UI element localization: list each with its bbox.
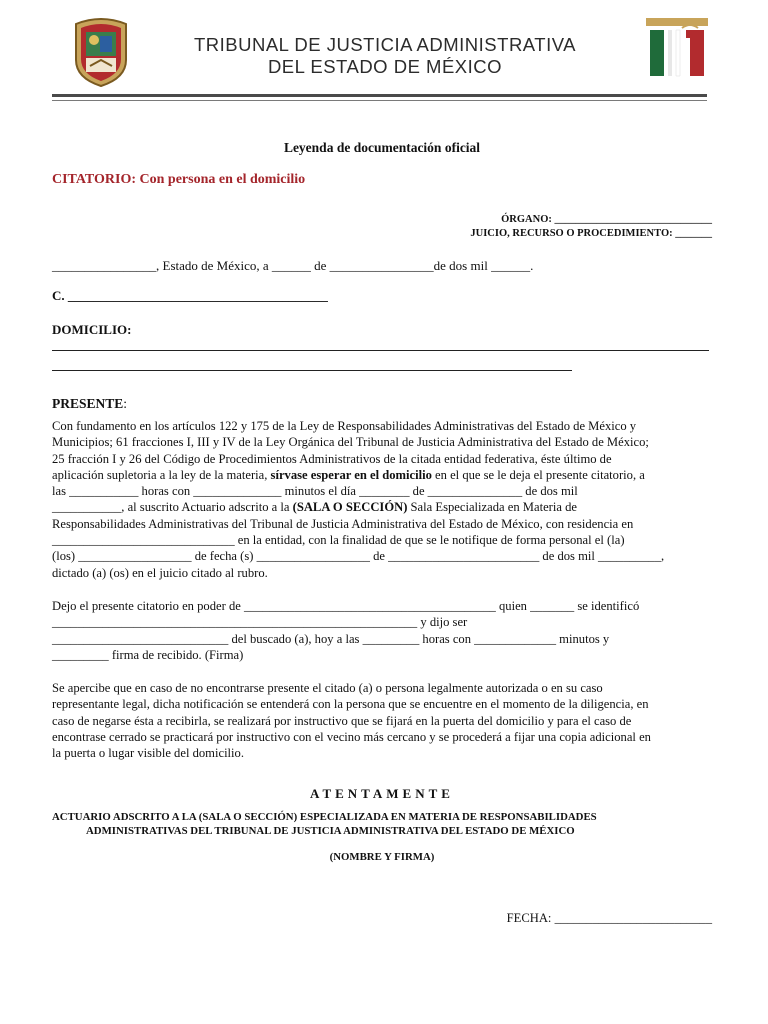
para2-line: [52, 598, 712, 614]
paragraph-apercibe: [52, 680, 712, 761]
organo-field: ÓRGANO: ______________________________: [501, 214, 712, 225]
para1-l2: Municipios; 61 fracciones I, III y IV de la Ley Orgánica del Tribunal de Justicia Administrativa del Estado de México;: [52, 435, 649, 450]
letterhead: [0, 0, 768, 112]
para3-l5: la puerta o lugar visible del domicilio.: [52, 746, 245, 761]
para1-l4b: sírvase esperar en el domicilio: [270, 467, 432, 482]
para3-line: [52, 713, 712, 729]
para1-l4c: en el que se le deja el presente citatorio, a: [431, 467, 645, 482]
legend-title: Leyenda de documentación oficial: [283, 140, 481, 155]
para1-l6a: ___________, al suscrito Actuario adscrito a la: [52, 500, 293, 515]
para1-l8: _____________________________ en la entidad, con la finalidad de que se le notifique de forma personal el (la): [52, 533, 625, 548]
para2-l1: Dejo el presente citatorio en poder de ________________________________________ quien _______ se identificó: [52, 599, 640, 613]
atentamente-heading: ATENTAMENTE: [310, 786, 454, 801]
presente-label: [52, 396, 712, 412]
header-rule-thin: [52, 100, 707, 101]
paragraph-dejo-citatorio: [52, 598, 712, 663]
para1-line: [52, 516, 712, 532]
citatorio-heading: CITATORIO: Con persona en el domicilio: [52, 172, 306, 187]
presente-colon: :: [123, 396, 128, 411]
para3-l1: Se apercibe que en caso de no encontrarse presente el citado (a) o persona legalmente autorizada o en su caso: [52, 681, 603, 695]
para1-l5: las ___________ horas con ______________ minutos el día ________ de _______________ de dos mil: [52, 484, 578, 499]
para1-l3: 25 fracción I y 26 del Código de Procedimientos Administrativos de la citada entidad federativa, éste último de: [52, 451, 612, 466]
para1-line: [52, 565, 712, 581]
recipient-line: C. ________________________________________: [52, 288, 328, 303]
domicilio-label: DOMICILIO:: [52, 322, 132, 337]
court-title: [185, 34, 585, 78]
para3-line: [52, 680, 712, 696]
court-title-line1: TRIBUNAL DE JUSTICIA ADMINISTRATIVA: [193, 34, 577, 55]
para2-l3: ____________________________ del buscado (a), hoy a las _________ horas con _____________ minutos y: [52, 631, 610, 646]
tribunal-logo-icon: [646, 18, 708, 80]
para1-line: [52, 467, 712, 483]
para1-line: [52, 548, 712, 564]
domicilio-line-1: [52, 350, 709, 351]
para1-line: [52, 499, 712, 515]
domicilio-line-2: [52, 370, 572, 371]
para2-line: [52, 614, 712, 630]
para3-line: [52, 745, 712, 761]
nombre-firma: (NOMBRE Y FIRMA): [329, 851, 435, 863]
para1-line: [52, 434, 712, 450]
para1-line: [52, 532, 712, 548]
actuario-block: [52, 810, 712, 838]
para1-l1: Con fundamento en los artículos 122 y 175 de la Ley de Responsabilidades Administrativas del Estado de México y: [52, 419, 637, 433]
para1-l6c: Sala Especializada en Materia de: [407, 500, 577, 515]
para1-line: [52, 483, 712, 499]
para3-l4: encontrase cerrado se practicará por instructivo con el vecino más cercano y se procederá a fijar una copia adicional en: [52, 729, 651, 744]
state-coat-of-arms-icon: [70, 16, 132, 88]
court-title-line2: DEL ESTADO DE MÉXICO: [267, 56, 503, 77]
para2-line: [52, 647, 712, 663]
para1-l9: (los) __________________ de fecha (s) __________________ de ________________________ de dos mil __________,: [52, 549, 665, 564]
fecha-field: FECHA: _________________________: [506, 911, 712, 925]
para2-line: [52, 631, 712, 647]
para2-l4: _________ firma de recibido. (Firma): [52, 647, 244, 662]
para1-l4a: aplicación supletoria a la ley de la materia,: [52, 467, 271, 482]
para1-l10: dictado (a) (os) en el juicio citado al rubro.: [52, 565, 268, 580]
para3-line: [52, 729, 712, 745]
paragraph-fundamento: [52, 418, 712, 581]
para1-l6b: (SALA O SECCIÓN): [292, 500, 408, 515]
juicio-field: JUICIO, RECURSO O PROCEDIMIENTO: _______: [470, 228, 712, 239]
actuario-line2: ADMINISTRATIVAS DEL TRIBUNAL DE JUSTICIA ADMINISTRATIVA DEL ESTADO DE MÉXICO: [86, 825, 575, 837]
presente-text: PRESENTE: [52, 396, 124, 411]
para1-l7: Responsabilidades Administrativas del Tribunal de Justicia Administrativa del Estado de México, con residencia en: [52, 516, 634, 531]
header-rule-thick: [52, 94, 707, 97]
para3-l2: representante legal, dicha notificación se entenderá con la persona que se encuentre en el momento de la diligencia, en: [52, 697, 649, 712]
date-line: ________________, Estado de México, a ______ de ________________de dos mil ______.: [52, 258, 534, 273]
para1-line: [52, 418, 712, 434]
para2-l2: __________________________________________________________ y dijo ser: [52, 615, 468, 630]
para1-line: [52, 451, 712, 467]
para3-line: [52, 696, 712, 712]
actuario-line1: ACTUARIO ADSCRITO A LA (SALA O SECCIÓN) ESPECIALIZADA EN MATERIA DE RESPONSABILIDADES: [52, 811, 597, 823]
para3-l3: caso de negarse ésta a recibirla, se realizará por instructivo que se fijará en la puerta del domicilio y para el caso de: [52, 713, 632, 728]
